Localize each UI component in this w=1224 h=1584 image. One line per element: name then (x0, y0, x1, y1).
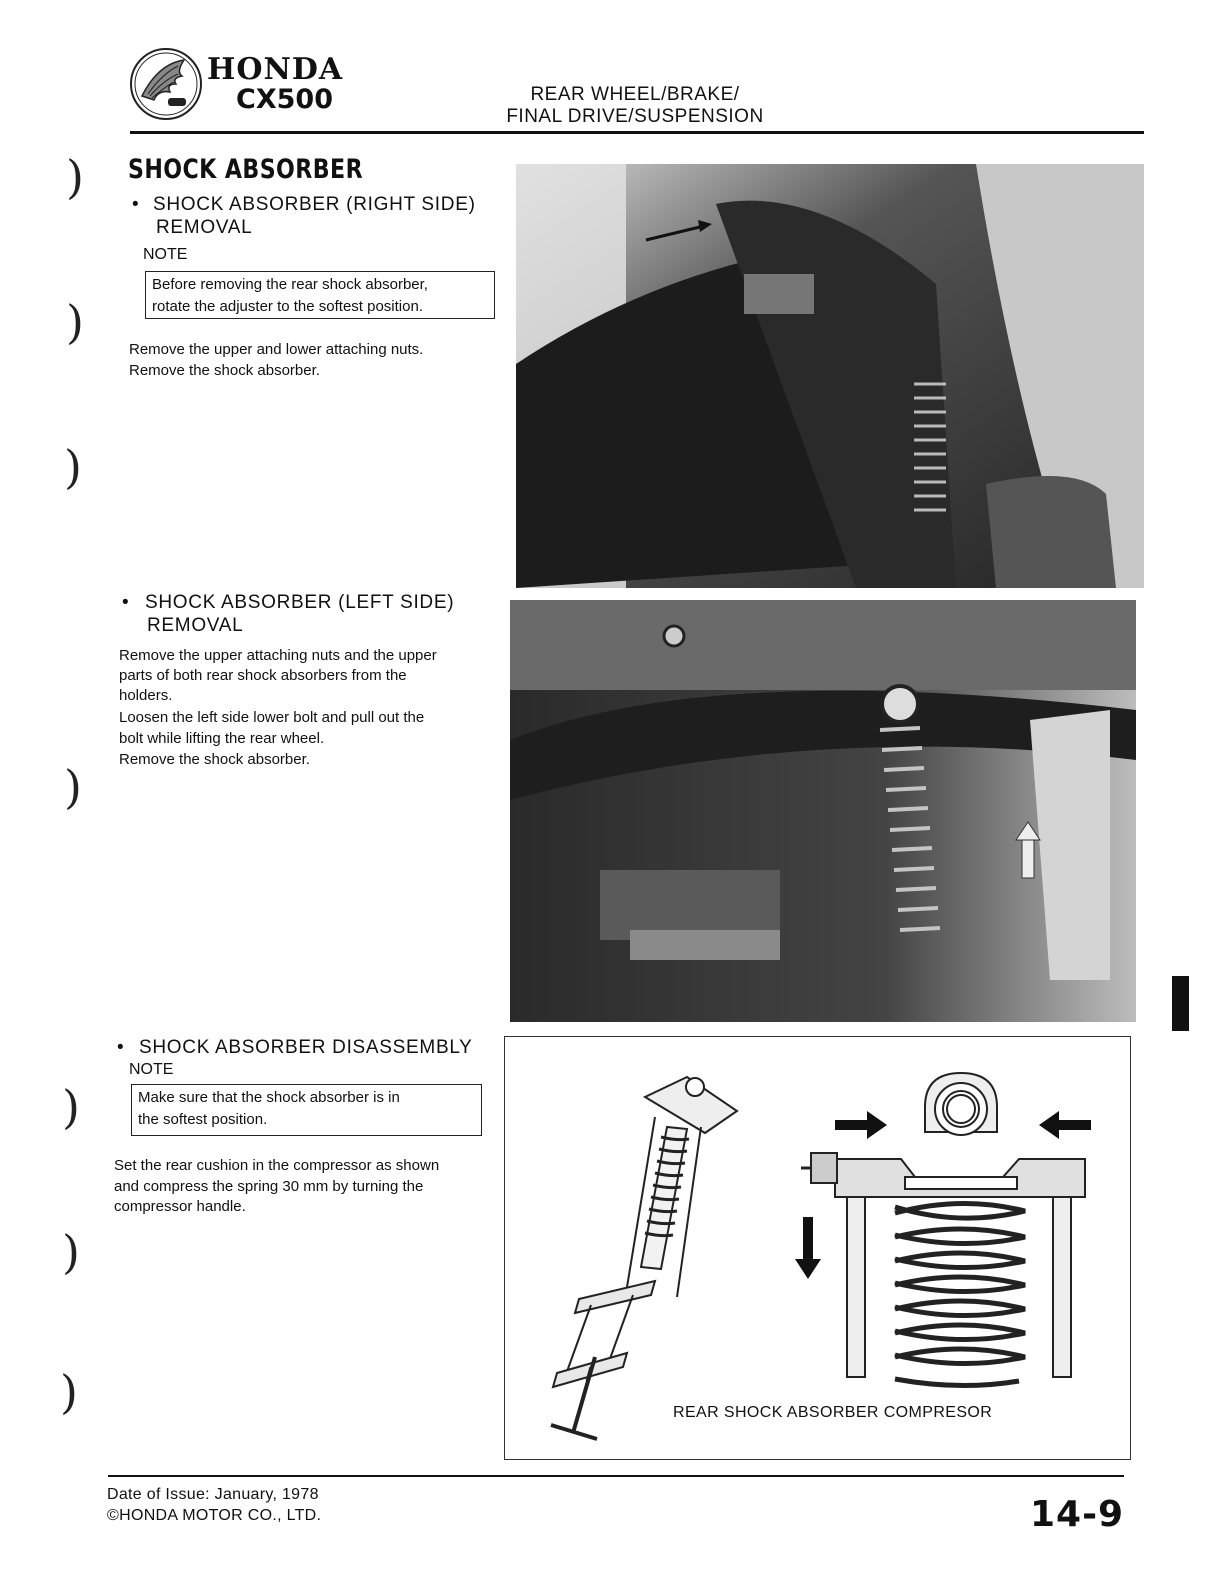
binding-mark: ) (64, 440, 82, 494)
left-removal-heading-2: REMOVAL (147, 615, 244, 636)
footer-rule (108, 1475, 1124, 1477)
disassembly-heading: SHOCK ABSORBER DISASSEMBLY (139, 1037, 473, 1058)
instruction-text: Remove the upper and lower attaching nuts. (129, 341, 424, 358)
instruction-text: bolt while lifting the rear wheel. (119, 730, 325, 747)
instruction-text: and compress the spring 30 mm by turning the (114, 1178, 424, 1195)
copyright: ©HONDA MOTOR CO., LTD. (107, 1507, 322, 1524)
spring-compression-detail (801, 1073, 1085, 1386)
note-box (145, 271, 495, 319)
binding-mark: ) (62, 1225, 80, 1279)
binding-mark: ) (60, 1365, 78, 1419)
arrow-icon (835, 1111, 887, 1139)
bullet-icon: • (122, 592, 130, 613)
compressor-tool-illustration (551, 1077, 737, 1439)
arrow-icon (1039, 1111, 1091, 1139)
instruction-text: compressor handle. (114, 1198, 246, 1215)
left-removal-heading-1: SHOCK ABSORBER (LEFT SIDE) (145, 592, 455, 613)
binding-mark: ) (64, 760, 82, 814)
arrow-icon (795, 1217, 821, 1279)
instruction-text: Remove the upper attaching nuts and the upper (119, 647, 437, 664)
right-shock-photo (516, 164, 1144, 588)
note-text: rotate the adjuster to the softest position. (152, 298, 423, 315)
section-header-line2: FINAL DRIVE/SUSPENSION (506, 106, 764, 127)
section-header-line1: REAR WHEEL/BRAKE/ (530, 84, 740, 105)
diagram-caption: REAR SHOCK ABSORBER COMPRESOR (673, 1404, 993, 1421)
issue-date: Date of Issue: January, 1978 (107, 1486, 319, 1503)
instruction-text: Remove the shock absorber. (119, 751, 310, 768)
instruction-text: Remove the shock absorber. (129, 362, 320, 379)
note-label: NOTE (143, 246, 188, 263)
brand-name: HONDA (207, 52, 344, 87)
honda-wing-logo-icon (128, 46, 204, 122)
header-rule (130, 131, 1144, 134)
right-removal-heading-1: SHOCK ABSORBER (RIGHT SIDE) (153, 194, 476, 215)
compressor-diagram (504, 1036, 1131, 1460)
note-text: Make sure that the shock absorber is in (138, 1089, 400, 1106)
bullet-icon: • (117, 1037, 125, 1058)
binding-mark: ) (66, 150, 84, 204)
right-removal-heading-2: REMOVAL (156, 217, 253, 238)
model-name: CX500 (236, 84, 333, 115)
section-title: SHOCK ABSORBER (128, 154, 364, 185)
instruction-text: holders. (119, 687, 173, 704)
section-tab-marker (1172, 976, 1189, 1031)
binding-mark: ) (62, 1080, 80, 1134)
note-box (131, 1084, 482, 1136)
bullet-icon: • (132, 194, 140, 215)
note-label: NOTE (129, 1061, 174, 1078)
note-text: the softest position. (138, 1111, 268, 1128)
note-text: Before removing the rear shock absorber, (152, 276, 428, 293)
instruction-text: Set the rear cushion in the compressor as shown (114, 1157, 440, 1174)
instruction-text: parts of both rear shock absorbers from the (119, 667, 407, 684)
binding-mark: ) (66, 295, 84, 349)
left-shock-photo (510, 600, 1136, 1022)
instruction-text: Loosen the left side lower bolt and pull out the (119, 709, 425, 726)
page-number: 14-9 (1030, 1494, 1125, 1535)
